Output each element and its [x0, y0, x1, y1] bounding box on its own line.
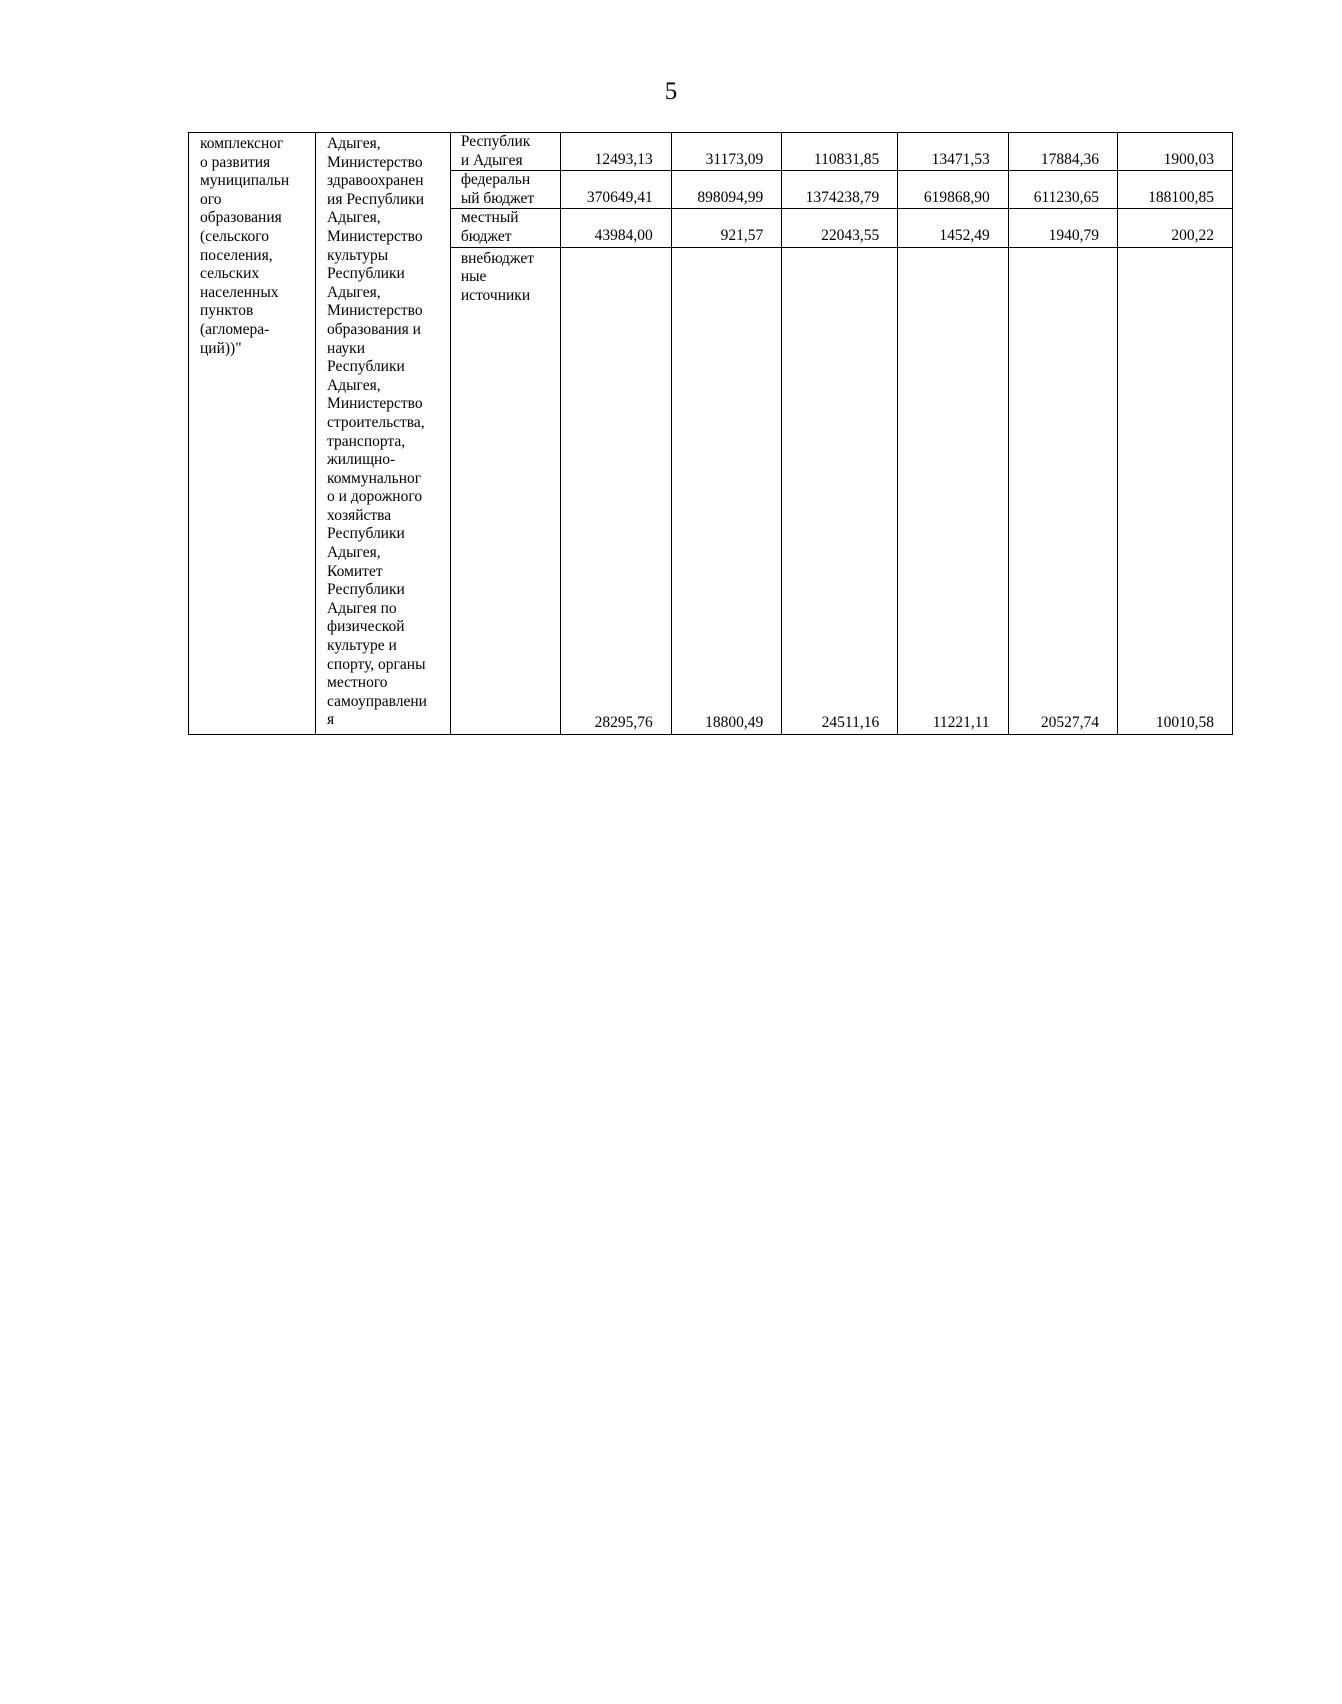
value-cell: 1940,79	[1008, 209, 1117, 247]
value-cell: 24511,16	[782, 247, 898, 734]
value-cell: 1900,03	[1118, 133, 1233, 171]
value-cell: 12493,13	[561, 133, 671, 171]
value-cell: 370649,41	[561, 171, 671, 209]
page-number: 5	[664, 78, 678, 105]
value-cell: 898094,99	[671, 171, 781, 209]
value-cell: 1374238,79	[782, 171, 898, 209]
program-name-cell: комплексног о развития муниципальн ого образования (сельского поселения, сельских населенных пунктов (агломера- ций))"	[189, 133, 316, 735]
funding-source-cell: федеральн ый бюджет	[450, 171, 560, 209]
funding-table	[188, 132, 1233, 735]
value-cell: 611230,65	[1008, 171, 1117, 209]
value-cell: 13471,53	[898, 133, 1008, 171]
executors-cell: Адыгея, Министерство здравоохранен ия Республики Адыгея, Министерство культуры Республики Адыгея, Министерство образования и науки Республики Адыгея, Министерство строительства, транспорта, жилищно- коммунальног о и дорожного хозяйства Республики Адыгея, Комитет Республики Адыгея по физической культуре и спорту, органы местного самоуправлени я	[316, 133, 451, 735]
value-cell: 188100,85	[1118, 171, 1233, 209]
value-cell: 22043,55	[782, 209, 898, 247]
value-cell: 28295,76	[561, 247, 671, 734]
funding-source-cell: местный бюджет	[450, 209, 560, 247]
table-row	[189, 133, 1233, 171]
value-cell: 921,57	[671, 209, 781, 247]
value-cell: 20527,74	[1008, 247, 1117, 734]
value-cell: 17884,36	[1008, 133, 1117, 171]
value-cell: 31173,09	[671, 133, 781, 171]
value-cell: 1452,49	[898, 209, 1008, 247]
value-cell: 110831,85	[782, 133, 898, 171]
value-cell: 11221,11	[898, 247, 1008, 734]
value-cell: 43984,00	[561, 209, 671, 247]
value-cell: 18800,49	[671, 247, 781, 734]
funding-source-cell: Республик и Адыгея	[450, 133, 560, 171]
funding-source-cell: внебюджет ные источники	[450, 247, 560, 734]
value-cell: 10010,58	[1118, 247, 1233, 734]
value-cell: 200,22	[1118, 209, 1233, 247]
value-cell: 619868,90	[898, 171, 1008, 209]
